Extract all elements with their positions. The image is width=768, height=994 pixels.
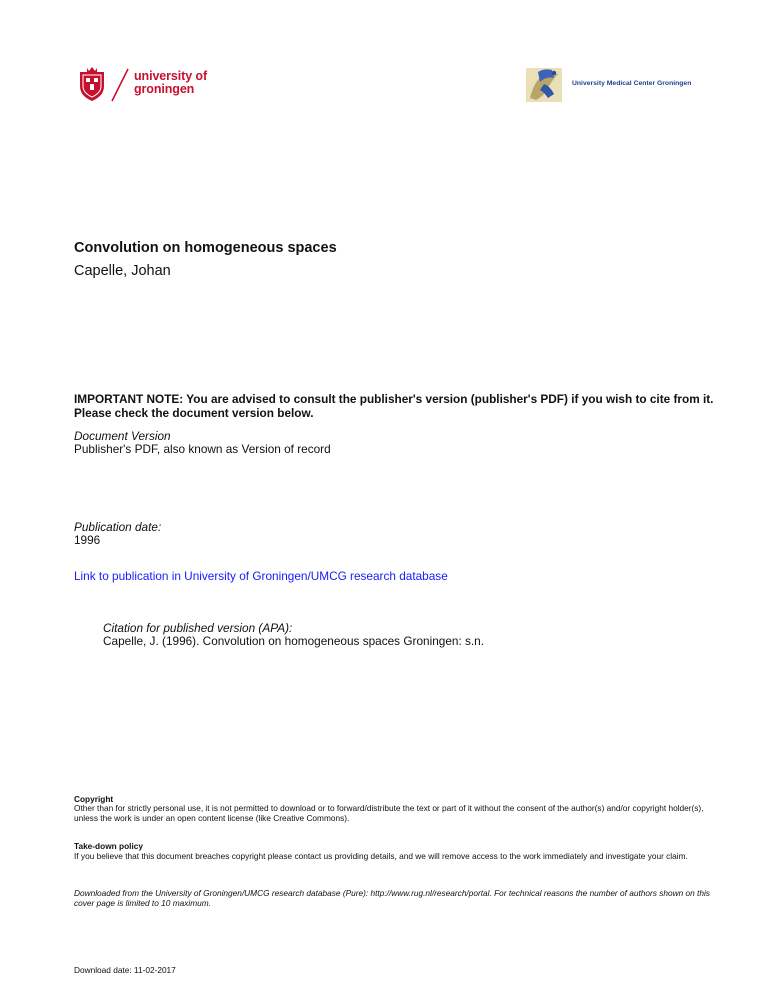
rug-crest-icon xyxy=(78,66,106,102)
document-version-value: Publisher's PDF, also known as Version of record xyxy=(74,442,331,456)
takedown-heading: Take-down policy xyxy=(74,841,143,851)
downloaded-note: Downloaded from the University of Groningen/UMCG research database (Pure): http://www.rug.nl/research/portal. For technical reasons the number of authors shown on this cover page is limited to 10 maximum. xyxy=(74,888,710,908)
rug-line1: university of xyxy=(134,69,208,83)
rug-line2: groningen xyxy=(134,82,195,96)
citation-value: Capelle, J. (1996). Convolution on homogeneous spaces Groningen: s.n. xyxy=(103,634,485,648)
publication-date-value: 1996 xyxy=(74,533,101,547)
copyright-body: Other than for strictly personal use, it is not permitted to download or to forward/distribute the text or part of it without the consent of the author(s) and/or copyright holder(s), unless the work is under an open content license (like Creative Commons). xyxy=(74,803,704,823)
document-title: Convolution on homogeneous spaces xyxy=(74,240,337,256)
rug-logo xyxy=(78,66,228,106)
publication-link[interactable]: Link to publication in University of Groningen/UMCG research database xyxy=(74,569,448,583)
rug-slash-icon xyxy=(110,68,130,102)
copyright-heading: Copyright xyxy=(74,794,114,804)
umcg-emblem-icon xyxy=(524,64,566,106)
takedown-body: If you believe that this document breaches copyright please contact us providing details, and we will remove access to the work immediately and investigate your claim. xyxy=(74,851,688,861)
important-note: IMPORTANT NOTE: You are advised to consult the publisher's version (publisher's PDF) if you wish to cite from it. Please check the document version below. xyxy=(74,392,714,420)
document-version-label: Document Version xyxy=(74,429,171,443)
umcg-logo xyxy=(524,64,692,106)
download-date: Download date: 11-02-2017 xyxy=(74,965,176,975)
citation-label: Citation for published version (APA): xyxy=(103,621,293,635)
rug-wordmark xyxy=(134,70,207,96)
publication-date-label: Publication date: xyxy=(74,520,162,534)
umcg-wordmark: University Medical Center Groningen xyxy=(572,80,692,87)
document-author: Capelle, Johan xyxy=(74,263,171,279)
